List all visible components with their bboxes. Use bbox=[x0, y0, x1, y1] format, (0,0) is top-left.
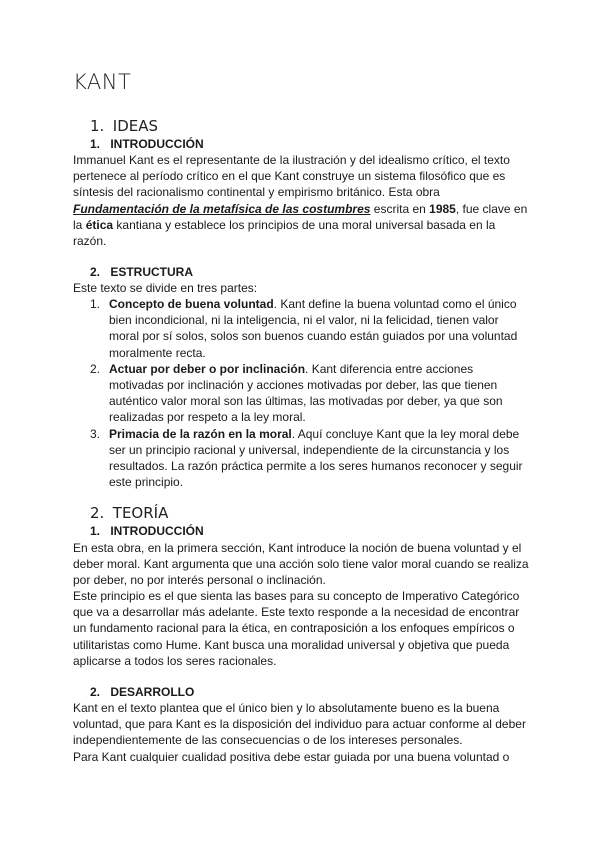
list-item-text: . Kant define la buena voluntad como el único bien incondicional, ni la inteligencia, ni el valor, ni la felicidad, tienen valor moral por sí solos, solos son buenos cuando están guiados por una voluntad moralmente recta. bbox=[109, 297, 518, 360]
text-run: , fue clave en la bbox=[73, 201, 528, 232]
list-item-number: 2. bbox=[90, 361, 101, 376]
list-item bbox=[90, 296, 530, 361]
section-heading-ideas bbox=[90, 117, 158, 135]
section-number: 1. bbox=[90, 117, 105, 135]
section-label: IDEAS bbox=[112, 117, 159, 135]
text-run: kantiana y establece los principios de una moral universal basada en la razón. bbox=[73, 217, 496, 249]
subheading-teoria-introduccion bbox=[90, 523, 204, 539]
paragraph-teoria-introduccion-2: Este principio es el que sienta las bases para su concepto de Imperativo Categórico que va a desarrollar más adelante. Este texto responde a la necesidad de encontrar un fundamento racional para la ética, en contraposición a los enfoques empíricos o utilitaristas como Hume. Kant busca una moralidad universal y objetiva que pueda aplicarse a todos los seres racionales. bbox=[73, 589, 520, 668]
document-title: KANT bbox=[73, 70, 132, 94]
work-title: Fundamentación de la metafísica de las costumbres bbox=[73, 201, 371, 216]
list-item-text: . Kant diferencia entre acciones motivadas por inclinación y acciones motivadas por deber, las que tienen auténtico valor moral son las últimas, las motivadas por deber, ya que son realizadas por respeto a la ley moral. bbox=[109, 361, 503, 425]
subheading-number: 1. bbox=[90, 137, 101, 151]
estructura-list bbox=[90, 296, 530, 490]
list-item bbox=[90, 361, 530, 426]
subheading-label: ESTRUCTURA bbox=[110, 265, 194, 279]
list-item-number: 1. bbox=[90, 297, 101, 311]
subheading-number: 1. bbox=[90, 524, 101, 538]
section-label: TEORÍA bbox=[112, 504, 169, 522]
subheading-estructura bbox=[90, 264, 193, 280]
list-item-text: . Aquí concluye Kant que la ley moral debe ser un principio racional y universal, independiente de la circunstancia y los resultados. La razón práctica permite a los seres humanos reconocer y seguir este principio. bbox=[109, 426, 523, 490]
list-item-title: Primacia de la razón en la moral bbox=[109, 426, 292, 441]
subheading-ideas-introduccion bbox=[90, 136, 204, 152]
paragraph-ideas-introduccion bbox=[73, 152, 531, 249]
year: 1985 bbox=[429, 201, 456, 216]
paragraph-estructura-intro: Este texto se divide en tres partes: bbox=[73, 281, 258, 295]
subheading-label: DESARROLLO bbox=[110, 685, 195, 699]
text-run: escrita en bbox=[373, 201, 426, 216]
etica-emphasis: ética bbox=[85, 217, 114, 232]
paragraph-desarrollo-2: Para Kant cualquier cualidad positiva debe estar guiada por una buena voluntad o bbox=[73, 750, 510, 764]
subheading-desarrollo bbox=[90, 684, 194, 700]
subheading-label: INTRODUCCIÓN bbox=[110, 524, 204, 538]
subheading-label: INTRODUCCIÓN bbox=[110, 137, 204, 151]
list-item-title: Concepto de buena voluntad bbox=[109, 297, 274, 311]
section-number: 2. bbox=[90, 504, 105, 522]
list-item-number: 3. bbox=[90, 426, 101, 441]
paragraph-teoria-introduccion-1: En esta obra, en la primera sección, Kant introduce la noción de buena voluntad y el deber moral. Kant argumenta que una acción solo tiene valor moral cuando se realiza por deber, no por interés personal o inclinación. bbox=[73, 541, 529, 588]
section-heading-teoria bbox=[90, 504, 168, 522]
subheading-number: 2. bbox=[90, 265, 101, 279]
paragraph-desarrollo-1: Kant en el texto plantea que el único bien y lo absolutamente bueno es la buena voluntad, que para Kant es la disposición del individuo para actuar conforme al deber independientemente de las consecuencias o de los intereses personales. bbox=[73, 701, 526, 748]
subheading-number: 2. bbox=[90, 685, 101, 699]
list-item bbox=[90, 426, 530, 491]
list-item-title: Actuar por deber o por inclinación bbox=[109, 361, 306, 376]
text-run: Immanuel Kant es el representante de la ilustración y del idealismo crítico, el texto pertenece al período crítico en el que Kant construye un sistema filosófico que es síntesis del racionalismo continental y empirismo británico. Esta obra bbox=[73, 153, 510, 200]
